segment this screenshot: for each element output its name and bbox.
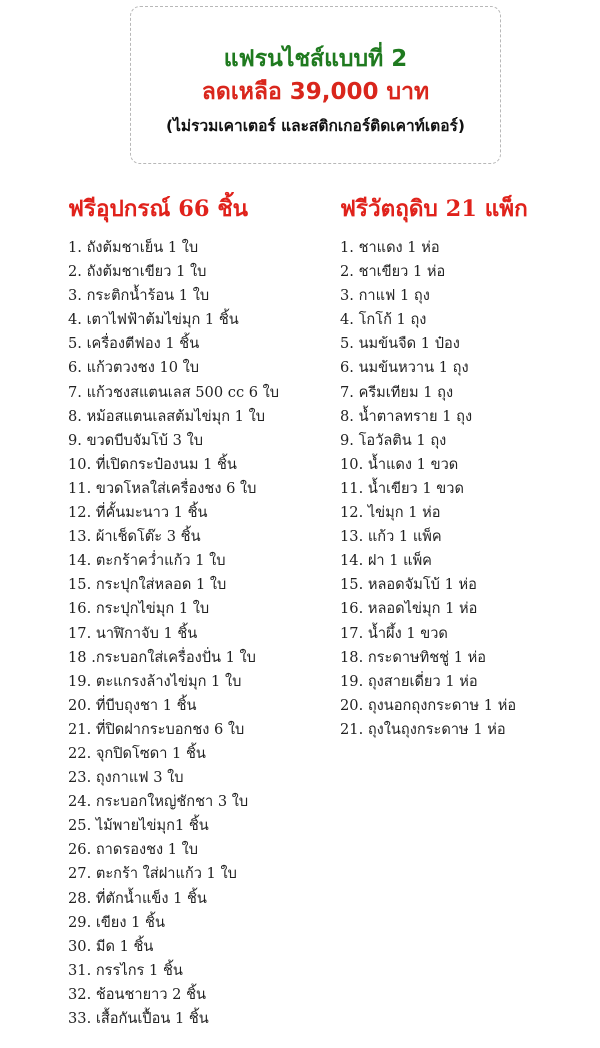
exclusion-note: (ไม่รวมเคาเตอร์ และสติกเกอร์ติดเคาท์เตอร์) (166, 117, 465, 135)
list-item: 6. แก้วตวงชง 10 ใบ (68, 359, 200, 377)
list-item: 13. แก้ว 1 แพ็ค (340, 528, 442, 546)
ingredients-title: ฟรีวัตถุดิบ 21 แพ็ก (340, 196, 528, 222)
equipment-list (68, 236, 279, 1031)
list-item: 14. ฝา 1 แพ็ค (340, 552, 432, 570)
list-item: 1. ชาแดง 1 ห่อ (340, 239, 440, 256)
list-item: 10. ที่เปิดกระป๋องนม 1 ชิ้น (68, 455, 237, 473)
list-item: 19. ถุงสายเดี่ยว 1 ห่อ (340, 672, 478, 690)
list-item: 28. ที่ตักน้ำแข็ง 1 ชิ้น (68, 889, 207, 907)
plan-title: แฟรนไชส์แบบที่ 2 (223, 46, 408, 72)
list-item: 29. เขียง 1 ชิ้น (68, 913, 165, 931)
list-item: 9. โอวัลติน 1 ถุง (340, 431, 447, 449)
list-item: 23. ถุงกาแฟ 3 ใบ (68, 769, 184, 787)
header-box (130, 6, 501, 164)
list-item: 19. ตะแกรงล้างไข่มุก 1 ใบ (68, 672, 242, 690)
list-item: 6. นมข้นหวาน 1 ถุง (340, 359, 469, 377)
list-item: 15. หลอดจัมโบ้ 1 ห่อ (340, 576, 477, 594)
list-item: 18. กระดาษทิชชู่ 1 ห่อ (340, 648, 487, 666)
list-item: 14. ตะกร้าคว่ำแก้ว 1 ใบ (68, 552, 226, 570)
list-item: 30. มีด 1 ชิ้น (68, 937, 154, 955)
list-item: 8. น้ำตาลทราย 1 ถุง (340, 407, 473, 425)
list-item: 16. หลอดไข่มุก 1 ห่อ (340, 600, 478, 618)
list-item: 5. เครื่องตีฟอง 1 ชิ้น (68, 335, 200, 353)
list-item: 17. น้ำผึ้ง 1 ขวด (340, 624, 448, 642)
list-item: 4. เตาไฟฟ้าต้มไข่มุก 1 ชิ้น (68, 311, 239, 329)
list-item: 27. ตะกร้า ใส่ฝาแก้ว 1 ใบ (68, 865, 237, 883)
list-item: 12. ไข่มุก 1 ห่อ (340, 504, 441, 522)
price-line: ลดเหลือ 39,000 บาท (201, 79, 430, 105)
list-item: 31. กรรไกร 1 ชิ้น (68, 961, 183, 979)
list-item: 4. โกโก้ 1 ถุง (340, 311, 427, 329)
list-item: 20. ที่บีบถุงชา 1 ชิ้น (68, 696, 197, 714)
list-item: 1. ถังต้มชาเย็น 1 ใบ (68, 239, 199, 256)
list-item: 12. ที่คั้นมะนาว 1 ชิ้น (68, 504, 208, 522)
list-item: 18 .กระบอกใส่เครื่องปั่น 1 ใบ (68, 648, 256, 666)
list-item: 21. ที่ปิดฝากระบอกชง 6 ใบ (68, 720, 245, 738)
ingredients-list (340, 236, 516, 742)
list-item: 11. ขวดโหลใส่เครื่องชง 6 ใบ (68, 479, 257, 497)
list-item: 2. ถังต้มชาเขียว 1 ใบ (68, 263, 207, 281)
list-item: 17. นาฬิกาจับ 1 ชิ้น (68, 624, 198, 642)
list-item: 2. ชาเขียว 1 ห่อ (340, 263, 446, 281)
list-item: 5. นมข้นจืด 1 ป๋อง (340, 335, 460, 353)
list-item: 3. กาแฟ 1 ถุง (340, 287, 430, 305)
list-item: 7. ครีมเทียม 1 ถุง (340, 383, 454, 401)
list-item: 21. ถุงในถุงกระดาษ 1 ห่อ (340, 720, 506, 738)
list-item: 24. กระบอกใหญ่ชักชา 3 ใบ (68, 793, 249, 811)
list-item: 9. ขวดบีบจัมโบ้ 3 ใบ (68, 431, 203, 449)
list-item: 10. น้ำแดง 1 ขวด (340, 455, 459, 473)
list-item: 32. ช้อนชายาว 2 ชิ้น (68, 985, 206, 1003)
list-item: 15. กระปุกใส่หลอด 1 ใบ (68, 576, 227, 594)
list-item: 3. กระติกน้ำร้อน 1 ใบ (68, 287, 210, 305)
list-item: 33. เสื้อกันเปื้อน 1 ชิ้น (68, 1010, 209, 1027)
list-item: 20. ถุงนอกถุงกระดาษ 1 ห่อ (340, 696, 517, 714)
list-item: 11. น้ำเขียว 1 ขวด (340, 479, 464, 497)
list-item: 8. หม้อสแตนเลสต้มไข่มุก 1 ใบ (68, 407, 265, 425)
list-item: 26. ถาดรองชง 1 ใบ (68, 841, 199, 859)
list-item: 13. ผ้าเช็ดโต๊ะ 3 ชิ้น (68, 528, 201, 546)
list-item: 16. กระปุกไข่มุก 1 ใบ (68, 600, 210, 618)
list-item: 22. จุกปิดโซดา 1 ชิ้น (68, 744, 206, 762)
equipment-title: ฟรีอุปกรณ์ 66 ชิ้น (68, 196, 249, 222)
list-item: 7. แก้วชงสแตนเลส 500 cc 6 ใบ (68, 383, 280, 401)
list-item: 25. ไม้พายไข่มุก1 ชิ้น (68, 817, 209, 835)
